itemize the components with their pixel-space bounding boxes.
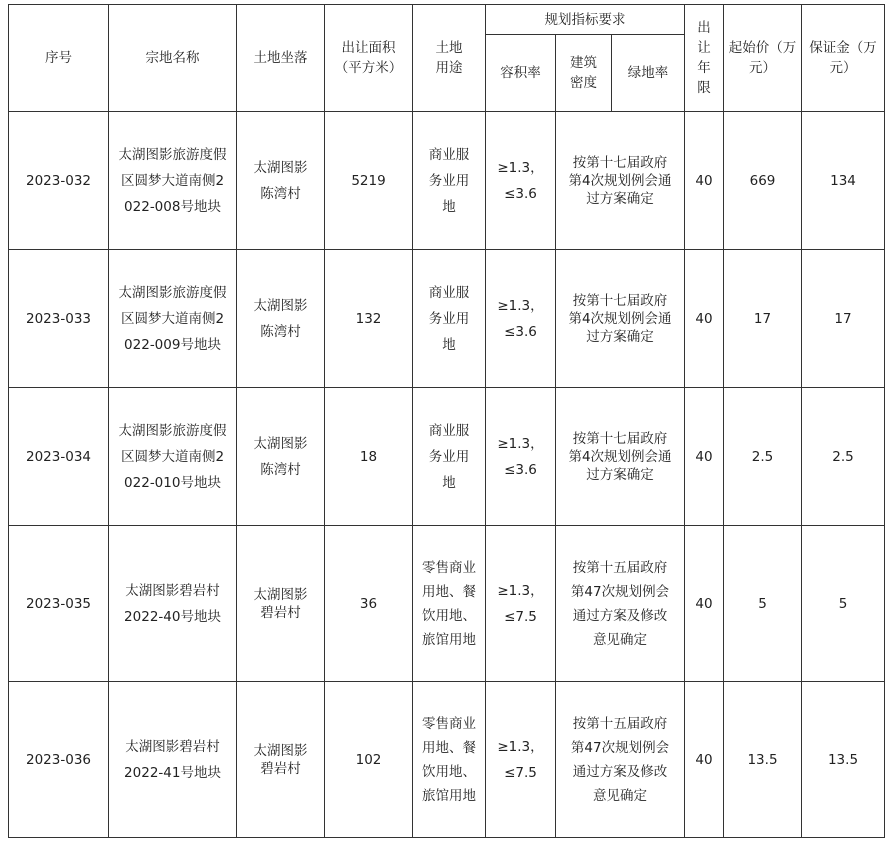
cell-area: 132: [325, 250, 413, 388]
cell-use: 零售商业用地、餐饮用地、旅馆用地: [413, 682, 486, 838]
cell-deposit: 17: [802, 250, 885, 388]
cell-start-price: 2.5: [724, 388, 802, 526]
cell-start-price: 669: [724, 112, 802, 250]
table-row: [9, 388, 885, 526]
cell-parcel-name: 太湖图影旅游度假区圆梦大道南侧2022-008号地块: [109, 112, 237, 250]
cell-seq: 2023-035: [9, 526, 109, 682]
cell-area: 102: [325, 682, 413, 838]
cell-term: 40: [685, 250, 724, 388]
header-parcel-name: 宗地名称: [109, 5, 237, 112]
cell-start-price: 13.5: [724, 682, 802, 838]
cell-location: 太湖图影陈湾村: [237, 112, 325, 250]
table-row: [9, 112, 885, 250]
header-far: 容积率: [486, 35, 556, 112]
cell-planning-note: 按第十五届政府第47次规划例会通过方案及修改意见确定: [556, 682, 685, 838]
cell-deposit: 134: [802, 112, 885, 250]
header-term: 出让年限: [685, 5, 724, 112]
table-row: [9, 682, 885, 838]
cell-use: 商业服务业用地: [413, 250, 486, 388]
land-parcel-table: [8, 4, 885, 838]
cell-deposit: 2.5: [802, 388, 885, 526]
header-area: 出让面积（平方米）: [325, 5, 413, 112]
cell-far: ≥1.3，≤3.6: [486, 112, 556, 250]
cell-start-price: 5: [724, 526, 802, 682]
cell-planning-note: 按第十七届政府第4次规划例会通过方案确定: [556, 250, 685, 388]
cell-term: 40: [685, 682, 724, 838]
cell-start-price: 17: [724, 250, 802, 388]
cell-term: 40: [685, 112, 724, 250]
cell-location: 太湖图影陈湾村: [237, 388, 325, 526]
cell-area: 36: [325, 526, 413, 682]
cell-location: 太湖图影陈湾村: [237, 250, 325, 388]
table-row: [9, 526, 885, 682]
cell-planning-note: 按第十七届政府第4次规划例会通过方案确定: [556, 112, 685, 250]
cell-far: ≥1.3，≤7.5: [486, 682, 556, 838]
cell-use: 零售商业用地、餐饮用地、旅馆用地: [413, 526, 486, 682]
cell-location: 太湖图影碧岩村: [237, 526, 325, 682]
table-row: [9, 250, 885, 388]
header-use: 土地用途: [413, 5, 486, 112]
cell-area: 18: [325, 388, 413, 526]
cell-use: 商业服务业用地: [413, 112, 486, 250]
cell-seq: 2023-036: [9, 682, 109, 838]
header-green: 绿地率: [612, 35, 685, 112]
cell-area: 5219: [325, 112, 413, 250]
cell-far: ≥1.3，≤3.6: [486, 250, 556, 388]
cell-seq: 2023-032: [9, 112, 109, 250]
cell-use: 商业服务业用地: [413, 388, 486, 526]
cell-term: 40: [685, 526, 724, 682]
cell-planning-note: 按第十五届政府第47次规划例会通过方案及修改意见确定: [556, 526, 685, 682]
cell-parcel-name: 太湖图影碧岩村2022-41号地块: [109, 682, 237, 838]
cell-parcel-name: 太湖图影碧岩村2022-40号地块: [109, 526, 237, 682]
header-start-price: 起始价（万元）: [724, 5, 802, 112]
header-deposit: 保证金（万元）: [802, 5, 885, 112]
cell-location: 太湖图影碧岩村: [237, 682, 325, 838]
header-seq: 序号: [9, 5, 109, 112]
header-density: 建筑密度: [556, 35, 612, 112]
cell-deposit: 5: [802, 526, 885, 682]
cell-parcel-name: 太湖图影旅游度假区圆梦大道南侧2022-010号地块: [109, 388, 237, 526]
cell-planning-note: 按第十七届政府第4次规划例会通过方案确定: [556, 388, 685, 526]
header-planning: 规划指标要求: [486, 5, 685, 35]
cell-seq: 2023-033: [9, 250, 109, 388]
cell-parcel-name: 太湖图影旅游度假区圆梦大道南侧2022-009号地块: [109, 250, 237, 388]
cell-far: ≥1.3，≤7.5: [486, 526, 556, 682]
cell-far: ≥1.3，≤3.6: [486, 388, 556, 526]
cell-term: 40: [685, 388, 724, 526]
cell-seq: 2023-034: [9, 388, 109, 526]
cell-deposit: 13.5: [802, 682, 885, 838]
header-location: 土地坐落: [237, 5, 325, 112]
